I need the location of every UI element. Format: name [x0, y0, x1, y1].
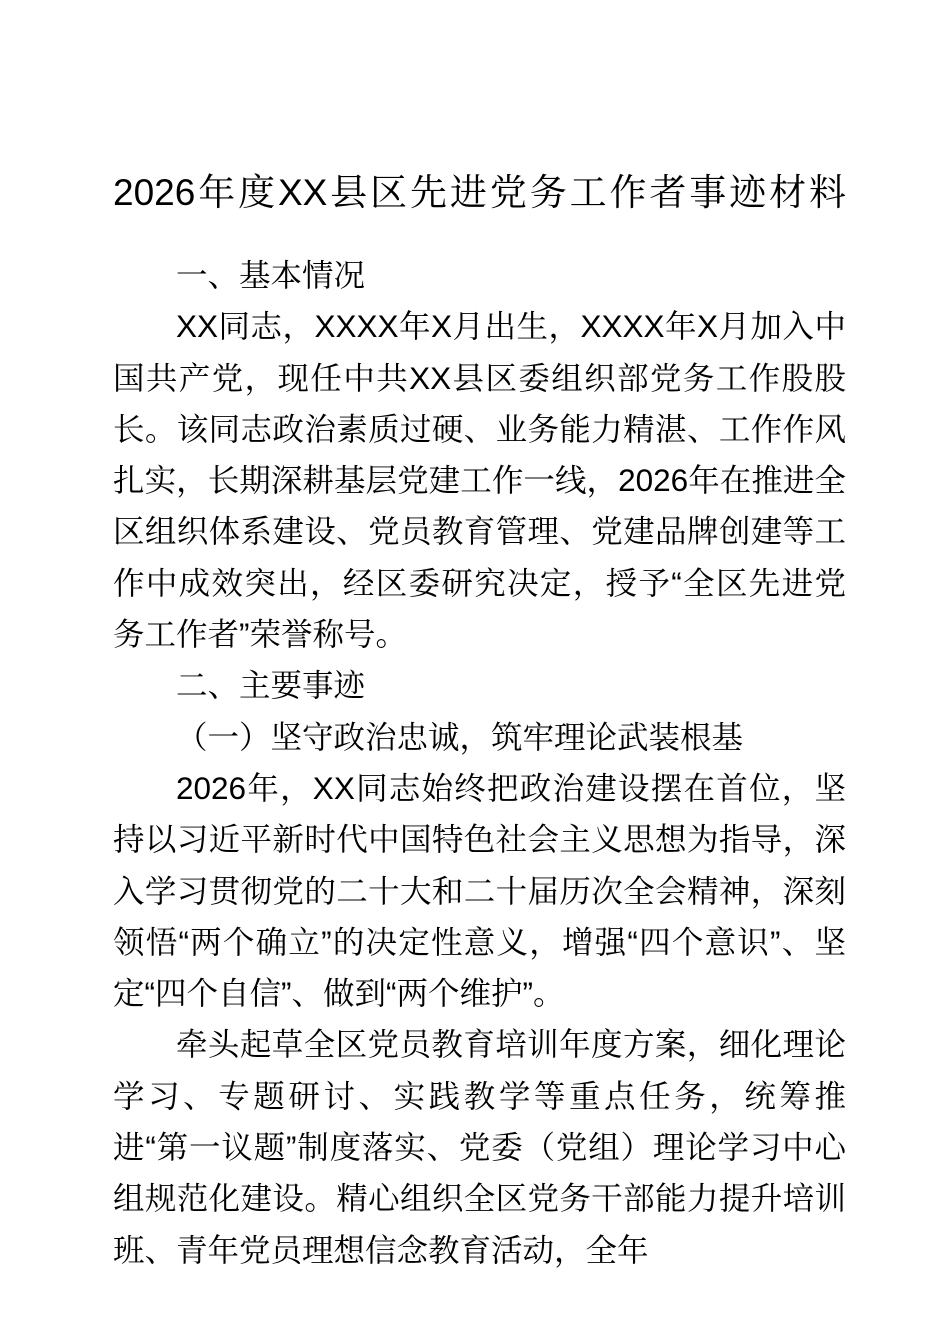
subsection-heading-political-loyalty: （一）坚守政治忠诚，筑牢理论武装根基	[176, 718, 744, 755]
paragraph-political-study: 2026年，XX同志始终把政治建设摆在首位，坚持以习近平新时代中国特色社会主义思想为指导，深入学习贯彻党的二十大和二十届历次全会精神，深刻领悟“两个确立”的决定性意义，增强“四个意识”、坚定“四个自信”、做到“两个维护”。	[113, 769, 846, 1012]
paragraph-training-plan: 牵头起草全区党员教育培训年度方案，细化理论学习、专题研讨、实践教学等重点任务，统筹推进“第一议题”制度落实、党委（党组）理论学习中心组规范化建设。精心组织全区党务干部能力提升培训班、青年党员理想信念教育活动，全年	[113, 1026, 846, 1268]
paragraph-basic-info: XX同志，XXXX年X月出生，XXXX年X月加入中国共产党，现任中共XX县区委组织部党务工作股股长。该同志政治素质过硬、业务能力精湛、工作作风扎实，长期深耕基层党建工作一线，2026年在推进全区组织体系建设、党员教育管理、党建品牌创建等工作中成效突出，经区委研究决定，授予“全区先进党务工作者”荣誉称号。	[113, 308, 846, 653]
section-heading-main-deeds: 二、主要事迹	[176, 667, 366, 704]
title-spacer	[113, 218, 846, 250]
section-heading-basic-info: 一、基本情况	[176, 256, 366, 293]
document-body	[113, 250, 846, 1276]
page-title: 2026年度XX县区先进党务工作者事迹材料	[113, 172, 846, 213]
document-content	[113, 0, 846, 1276]
